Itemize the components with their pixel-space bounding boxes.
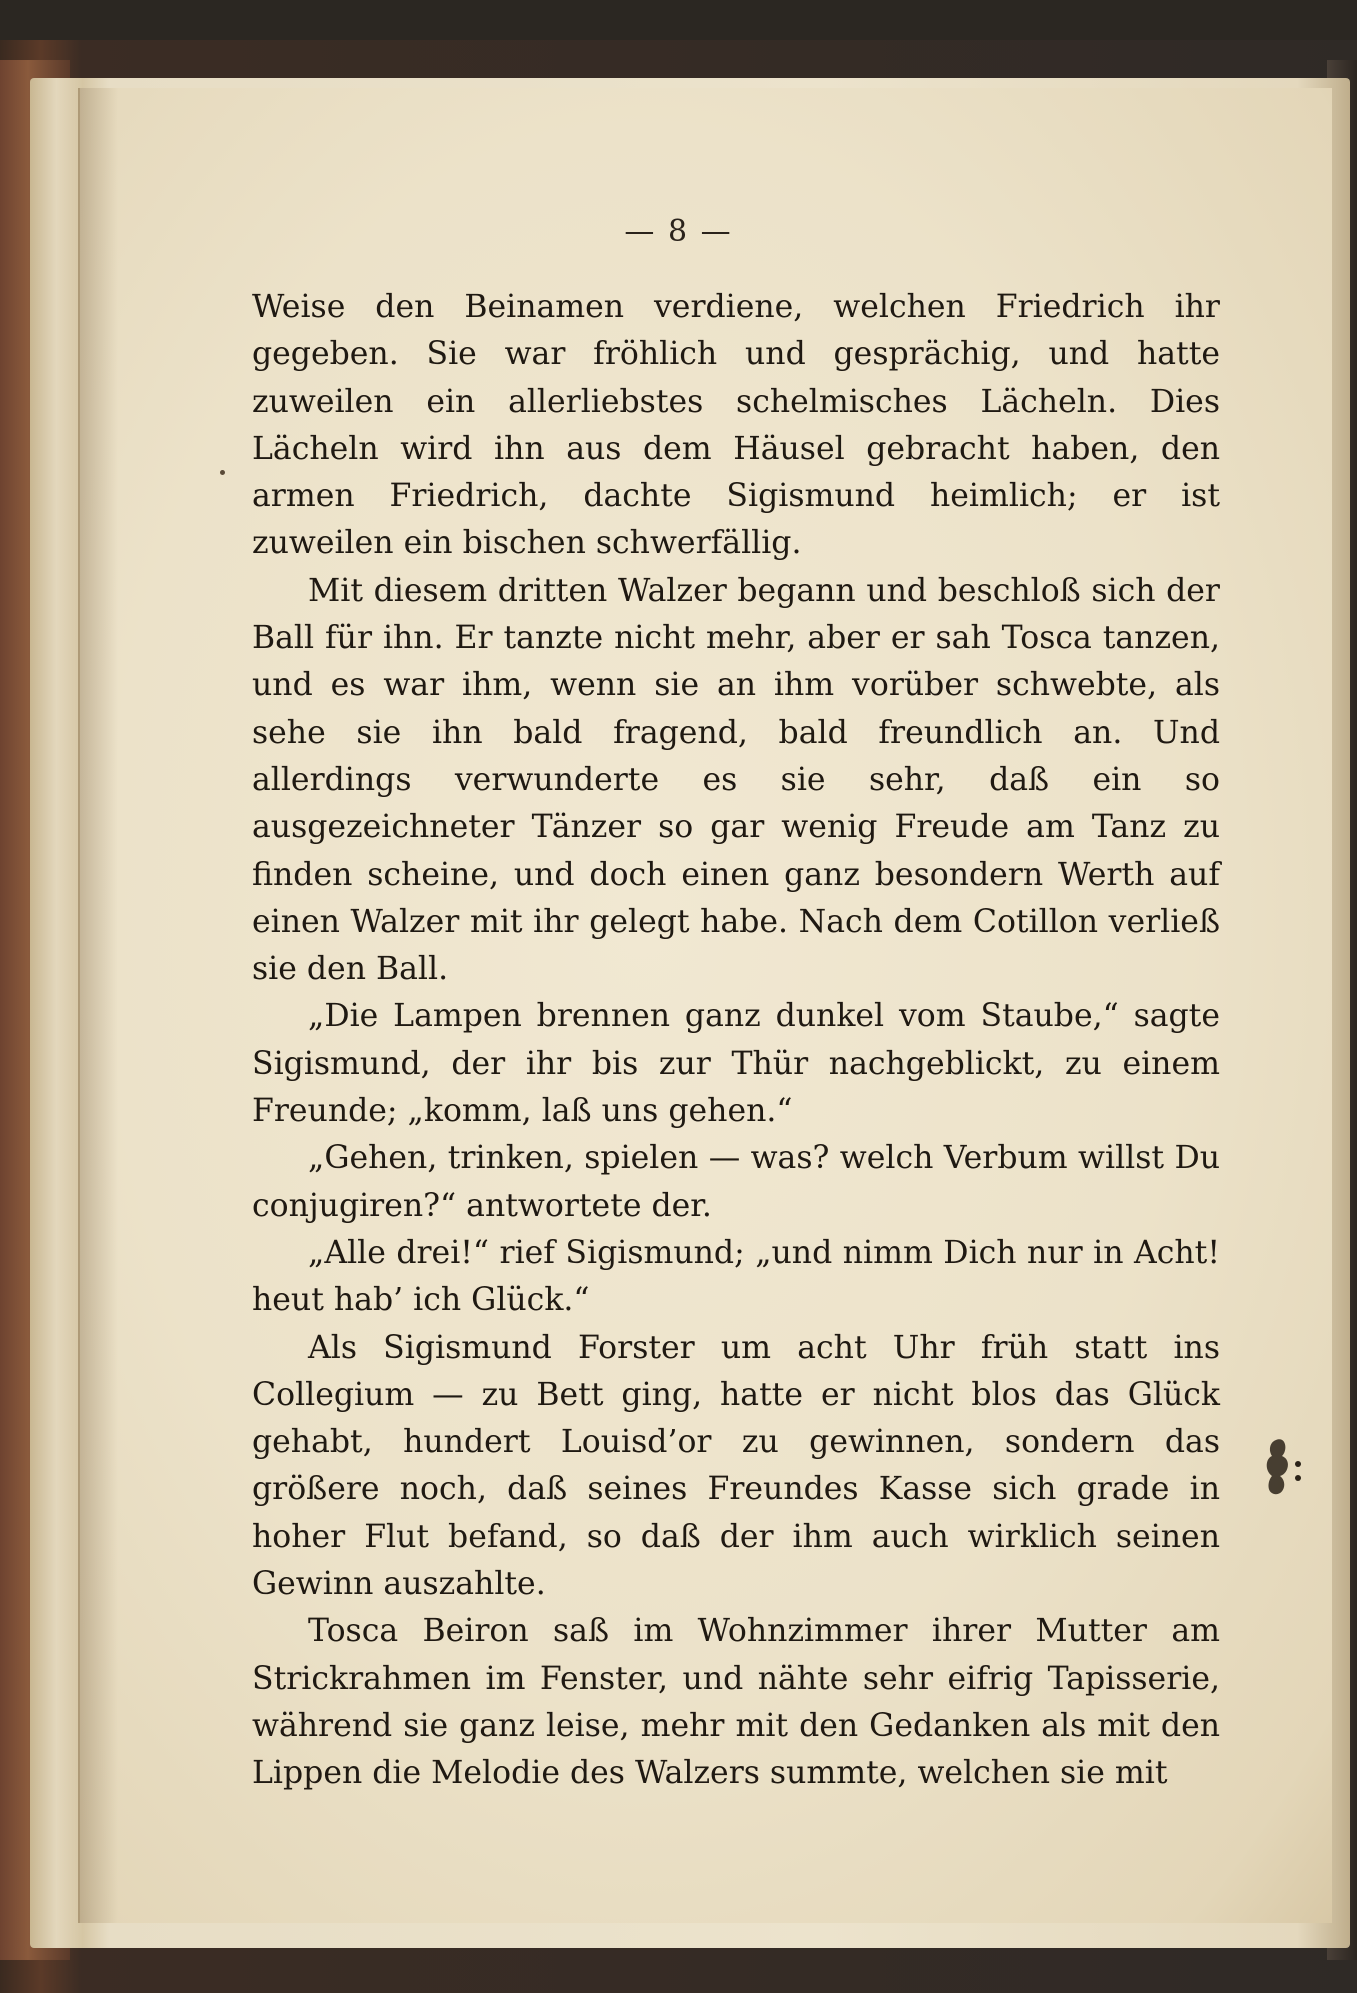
- paragraph-1: Weise den Beinamen verdiene, welchen Friedrich ihr gegeben. Sie war fröhlich und gesprächig, und hatte zuweilen ein allerliebstes schelmisches Lächeln. Dies Lächeln wird ihn aus dem Häusel gebracht haben, den armen Friedrich, dachte Sigismund heimlich; er ist zuweilen ein bischen schwerfällig.: [252, 289, 1220, 562]
- paragraph-2: Mit diesem dritten Walzer begann und beschloß sich der Ball für ihn. Er tanzte nicht mehr, aber er sah Tosca tanzen, und es war ihm, wenn sie an ihm vorüber schwebte, als sehe sie ihn bald fragend, bald freundlich an. Und allerdings verwunderte es sie sehr, daß ein so ausgezeichneter Tänzer so gar wenig Freude am Tanz zu finden scheine, und doch einen ganz besondern Werth auf einen Walzer mit ihr gelegt habe. Nach dem Cotillon verließ sie den Ball.: [252, 572, 1220, 988]
- paragraph-6: Als Sigismund Forster um acht Uhr früh statt ins Collegium — zu Bett ging, hatte er nicht blos das Glück gehabt, hundert Louisd’or zu gewinnen, sondern das größere noch, daß seines Freundes Kasse sich grade in hoher Flut befand, so daß der ihm auch wirklich seinen Gewinn auszahlte.: [252, 1329, 1220, 1603]
- page-number: — 8 —: [624, 214, 733, 249]
- margin-speck: [220, 470, 225, 475]
- gutter-shadow: [78, 88, 118, 1923]
- paragraph-5: „Alle drei!“ rief Sigismund; „und nimm Dich nur in Acht! heut hab’ ich Glück.“: [252, 1234, 1220, 1319]
- paragraph-4: „Gehen, trinken, spielen — was? welch Verbum willst Du conjugiren?“ antwortete der.: [252, 1140, 1220, 1224]
- paragraph-7: Tosca Beiron saß im Wohnzimmer ihrer Mutter am Strickrahmen im Fenster, und nähte sehr eifrig Tapisserie, während sie ganz leise, mehr mit den Gedanken als mit den Lippen die Melodie des Walzers summte, welchen sie mit: [252, 1613, 1220, 1792]
- ink-stain: [1258, 1430, 1308, 1510]
- body-text: [252, 284, 1220, 1798]
- paragraph-3: „Die Lampen brennen ganz dunkel vom Staube,“ sagte Sigismund, der ihr bis zur Thür nachgeblickt, zu einem Freunde; „komm, laß uns gehen.“: [252, 998, 1220, 1130]
